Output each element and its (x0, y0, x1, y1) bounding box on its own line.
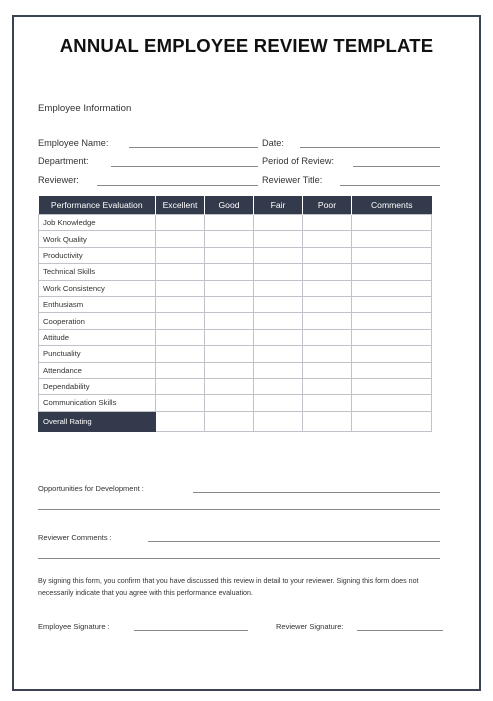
poor-cell[interactable] (303, 264, 352, 280)
excellent-cell[interactable] (156, 313, 205, 329)
poor-cell[interactable] (303, 280, 352, 296)
criterion-label: Attendance (39, 362, 156, 378)
reviewer-field[interactable] (97, 185, 258, 186)
col-header-poor: Poor (303, 196, 352, 215)
department-label: Department: (38, 156, 89, 166)
comments-cell[interactable] (352, 247, 432, 263)
comments-cell[interactable] (352, 264, 432, 280)
criterion-label: Enthusiasm (39, 296, 156, 312)
comments-cell[interactable] (352, 313, 432, 329)
good-cell[interactable] (205, 247, 254, 263)
comments-cell[interactable] (352, 378, 432, 394)
fair-cell[interactable] (254, 247, 303, 263)
poor-cell[interactable] (303, 247, 352, 263)
criterion-label: Work Consistency (39, 280, 156, 296)
table-row (39, 346, 432, 362)
poor-cell[interactable] (303, 296, 352, 312)
form-title: ANNUAL EMPLOYEE REVIEW TEMPLATE (59, 35, 434, 56)
good-cell[interactable] (205, 362, 254, 378)
poor-cell[interactable] (303, 362, 352, 378)
reviewer-title-label: Reviewer Title: (262, 175, 323, 185)
employee-signature-field[interactable] (134, 630, 248, 631)
col-header-excellent: Excellent (156, 196, 205, 215)
good-cell[interactable] (205, 264, 254, 280)
excellent-cell[interactable] (156, 378, 205, 394)
opportunities-field-line-1[interactable] (193, 492, 440, 493)
comments-cell[interactable] (352, 411, 432, 431)
table-header-row (39, 196, 432, 215)
excellent-cell[interactable] (156, 346, 205, 362)
opportunities-label: Opportunities for Development : (38, 484, 144, 493)
fair-cell[interactable] (254, 313, 303, 329)
employee-name-label: Employee Name: (38, 138, 109, 148)
fair-cell[interactable] (254, 329, 303, 345)
table-row (39, 215, 432, 231)
excellent-cell[interactable] (156, 362, 205, 378)
comments-cell[interactable] (352, 346, 432, 362)
employee-info-heading: Employee Information (38, 103, 132, 114)
excellent-cell[interactable] (156, 329, 205, 345)
table-row (39, 378, 432, 394)
fair-cell[interactable] (254, 296, 303, 312)
poor-cell[interactable] (303, 329, 352, 345)
opportunities-field-line-2[interactable] (38, 509, 440, 510)
col-header-fair: Fair (254, 196, 303, 215)
good-cell[interactable] (205, 346, 254, 362)
reviewer-signature-field[interactable] (357, 630, 443, 631)
table-row (39, 296, 432, 312)
fair-cell[interactable] (254, 378, 303, 394)
disclaimer-text: By signing this form, you confirm that you have discussed this review in detail to your reviewer. Signing this form does not necessarily indicate that you agree with this performance evaluation. (38, 577, 419, 597)
employee-name-field[interactable] (129, 147, 258, 148)
poor-cell[interactable] (303, 411, 352, 431)
good-cell[interactable] (205, 280, 254, 296)
excellent-cell[interactable] (156, 296, 205, 312)
excellent-cell[interactable] (156, 264, 205, 280)
good-cell[interactable] (205, 215, 254, 231)
excellent-cell[interactable] (156, 411, 205, 431)
poor-cell[interactable] (303, 378, 352, 394)
excellent-cell[interactable] (156, 280, 205, 296)
good-cell[interactable] (205, 329, 254, 345)
comments-cell[interactable] (352, 231, 432, 247)
department-field[interactable] (111, 166, 258, 167)
fair-cell[interactable] (254, 280, 303, 296)
poor-cell[interactable] (303, 231, 352, 247)
reviewer-label: Reviewer: (38, 175, 79, 185)
excellent-cell[interactable] (156, 395, 205, 411)
excellent-cell[interactable] (156, 231, 205, 247)
criterion-label: Communication Skills (39, 395, 156, 411)
good-cell[interactable] (205, 313, 254, 329)
poor-cell[interactable] (303, 346, 352, 362)
table-row (39, 231, 432, 247)
fair-cell[interactable] (254, 362, 303, 378)
date-label: Date: (262, 138, 284, 148)
period-of-review-field[interactable] (353, 166, 440, 167)
good-cell[interactable] (205, 296, 254, 312)
comments-cell[interactable] (352, 280, 432, 296)
good-cell[interactable] (205, 411, 254, 431)
overall-rating-row (39, 411, 432, 431)
fair-cell[interactable] (254, 395, 303, 411)
criterion-label: Attitude (39, 329, 156, 345)
reviewer-title-field[interactable] (340, 185, 440, 186)
table-row (39, 395, 432, 411)
fair-cell[interactable] (254, 264, 303, 280)
employee-signature-label: Employee Signature : (38, 622, 110, 631)
poor-cell[interactable] (303, 215, 352, 231)
table-row (39, 362, 432, 378)
criterion-label: Punctuality (39, 346, 156, 362)
period-of-review-label: Period of Review: (262, 156, 335, 166)
good-cell[interactable] (205, 231, 254, 247)
reviewer-comments-label: Reviewer Comments : (38, 533, 112, 542)
table-row (39, 280, 432, 296)
reviewer-signature-label: Reviewer Signature: (276, 622, 344, 631)
criterion-label: Technical Skills (39, 264, 156, 280)
comments-cell[interactable] (352, 215, 432, 231)
table-row (39, 313, 432, 329)
fair-cell[interactable] (254, 346, 303, 362)
poor-cell[interactable] (303, 395, 352, 411)
criterion-label: Dependability (39, 378, 156, 394)
comments-cell[interactable] (352, 296, 432, 312)
excellent-cell[interactable] (156, 215, 205, 231)
comments-cell[interactable] (352, 329, 432, 345)
poor-cell[interactable] (303, 313, 352, 329)
comments-cell[interactable] (352, 362, 432, 378)
criterion-label: Productivity (39, 247, 156, 263)
criterion-label: Job Knowledge (39, 215, 156, 231)
col-header-performance: Performance Evaluation (39, 196, 156, 215)
criterion-label: Work Quality (39, 231, 156, 247)
table-row (39, 264, 432, 280)
fair-cell[interactable] (254, 411, 303, 431)
reviewer-comments-field-line-1[interactable] (148, 541, 440, 542)
performance-evaluation-table (38, 196, 432, 432)
criterion-label: Cooperation (39, 313, 156, 329)
good-cell[interactable] (205, 378, 254, 394)
date-field[interactable] (300, 147, 440, 148)
comments-cell[interactable] (352, 395, 432, 411)
col-header-good: Good (205, 196, 254, 215)
overall-rating-label: Overall Rating (39, 411, 156, 431)
reviewer-comments-field-line-2[interactable] (38, 558, 440, 559)
col-header-comments: Comments (352, 196, 432, 215)
good-cell[interactable] (205, 395, 254, 411)
fair-cell[interactable] (254, 215, 303, 231)
fair-cell[interactable] (254, 231, 303, 247)
excellent-cell[interactable] (156, 247, 205, 263)
table-row (39, 247, 432, 263)
table-row (39, 329, 432, 345)
